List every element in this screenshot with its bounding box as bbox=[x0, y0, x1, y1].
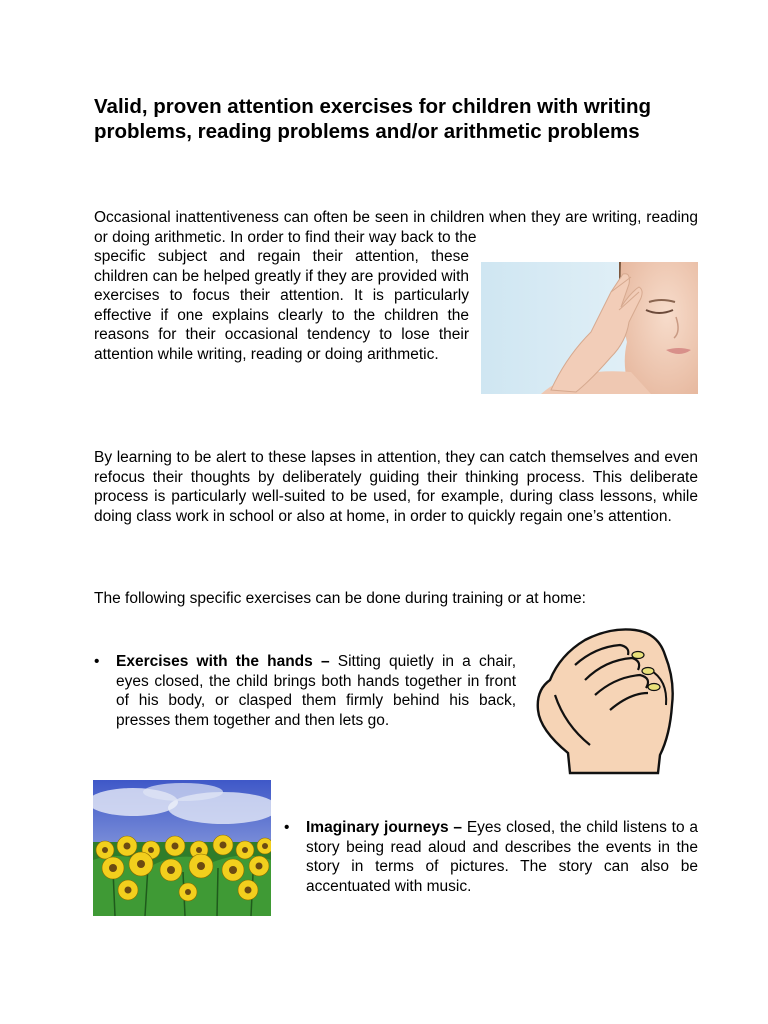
exercise-text bbox=[116, 652, 516, 730]
bullet-point: • bbox=[94, 653, 100, 670]
document-title: Valid, proven attention exercises for children with writing problems, reading problems and/or arithmetic problems bbox=[94, 95, 652, 143]
exercises-intro: The following specific exercises can be done during training or at home: bbox=[94, 590, 586, 607]
exercise-title: Exercises with the hands bbox=[116, 653, 313, 670]
intro-paragraph-part1: Occasional inattentiveness can often be seen in children when they are writing, reading or doing arithmetic. In order to find their way back to the bbox=[94, 209, 698, 246]
exercise-description: Sitting quietly in a chair, eyes closed, the child brings both hands together in front of his body, or clasped them firmly behind his back, presses them together and then lets go. bbox=[116, 653, 516, 729]
exercise-separator: – bbox=[448, 819, 467, 836]
exercise-title: Imaginary journeys bbox=[306, 819, 449, 836]
exercise-separator: – bbox=[312, 653, 338, 670]
intro-paragraph-part2: specific subject and regain their attention, these children can be helped greatly if they are provided with exercises to focus their attention. It is particularly effective if one explains clearly to the children the reasons for their occasional tendency to lose their attention while writing, reading or doing arithmetic. bbox=[94, 248, 469, 363]
clasped-hands-illustration bbox=[530, 625, 686, 775]
exercise-item-imaginary-journeys bbox=[284, 818, 698, 896]
second-paragraph: By learning to be alert to these lapses in attention, they can catch themselves and even refocus their thoughts by deliberately guiding their thinking process. This deliberate process is particularly well-suited to be used, for example, during class lessons, while doing class work in school or also at home, in order to quickly regain one’s attention. bbox=[94, 449, 698, 525]
exercise-item-hands bbox=[94, 652, 516, 730]
sunflower-field-image bbox=[93, 780, 271, 916]
woman-concentrating-photo bbox=[481, 262, 698, 394]
exercise-description: Eyes closed, the child listens to a story being read aloud and describes the events in the story in terms of pictures. The story can also be accentuated with music. bbox=[306, 819, 699, 895]
exercise-text bbox=[306, 818, 698, 896]
bullet-point: • bbox=[284, 819, 290, 836]
